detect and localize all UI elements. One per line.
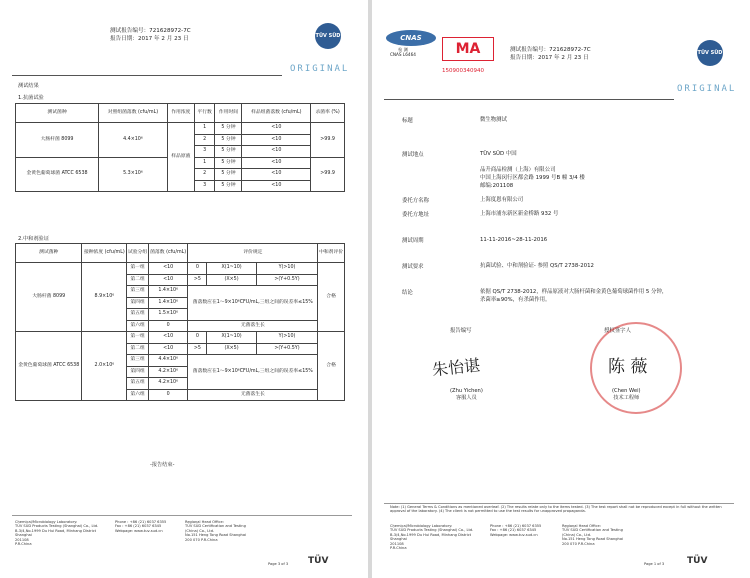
kill-rate-cell: >99.9 bbox=[311, 157, 345, 192]
table-cell: <10 bbox=[242, 157, 311, 169]
report-number: 测试报告编号：721628972-7C bbox=[510, 47, 591, 53]
table-cell: <10 bbox=[242, 146, 311, 158]
section2-title: 2.中和剂验证 bbox=[18, 236, 49, 242]
table-header-cell: 对照组菌落数 (cfu/mL) bbox=[99, 104, 168, 123]
group-cell: 第三组 bbox=[127, 286, 149, 298]
notice-divider bbox=[384, 503, 734, 504]
page-number: Page 3 of 3 bbox=[268, 562, 289, 566]
footer-contact: Phone : +86 (21) 6037 6355 Fax : +86 (21) 6037 6345 Webpage: www.tuv-sud.cn bbox=[115, 520, 167, 533]
strain-cell: 金黄色葡萄球菌 ATCC 6538 bbox=[16, 332, 82, 401]
section1-title: 1.抗菌试验 bbox=[18, 95, 44, 101]
rule-last-cell: 无菌落生长 bbox=[188, 320, 318, 332]
report-header bbox=[110, 28, 191, 43]
control-count-cell: 4.4×10⁶ bbox=[99, 123, 168, 158]
table-header-cell: 评价规定 bbox=[188, 244, 318, 263]
approved-signature: 陈 薇 bbox=[608, 357, 648, 377]
count-cell: <10 bbox=[148, 343, 188, 355]
header-divider bbox=[12, 75, 282, 76]
table-cell: 5 分钟 bbox=[215, 180, 242, 192]
group-cell: 第六组 bbox=[127, 389, 149, 401]
report-header bbox=[510, 47, 591, 62]
info-value: 11-11-2016~28-11-2016 bbox=[480, 237, 548, 243]
count-cell: <10 bbox=[148, 332, 188, 344]
footer-office: Regional Head Office: TÜV SÜD Certification and Testing (China) Co., Ltd. No.151 Heng Tong Road Shanghai 200 070 P.R.China bbox=[185, 520, 247, 542]
table-header-cell: 作用浓度 bbox=[167, 104, 194, 123]
strain-cell: 大肠杆菌 8099 bbox=[16, 263, 82, 332]
table-cell: <10 bbox=[242, 134, 311, 146]
rule-cell: (X×5) bbox=[207, 274, 257, 286]
group-cell: 第二组 bbox=[127, 274, 149, 286]
info-label: 结论 bbox=[402, 290, 413, 296]
group-cell: 第一组 bbox=[127, 263, 149, 275]
table-row bbox=[16, 263, 345, 275]
tuv-sud-logo: TÜV SÜD bbox=[697, 40, 723, 66]
strain-cell: 金黄色葡萄球菌 ATCC 6538 bbox=[16, 157, 99, 192]
group-cell: 第二组 bbox=[127, 343, 149, 355]
rule-cell: >5 bbox=[188, 274, 207, 286]
table-header-cell: 作用时间 bbox=[215, 104, 242, 123]
footer-divider bbox=[12, 515, 352, 516]
count-cell: 4.2×10⁶ bbox=[148, 378, 188, 390]
count-cell: 1.5×10⁶ bbox=[148, 309, 188, 321]
table-header-cell: 测试菌种 bbox=[16, 104, 99, 123]
table-cell: 5 分钟 bbox=[215, 123, 242, 135]
cnas-mark: CNAS bbox=[386, 30, 436, 46]
rule-cell: 0 bbox=[188, 332, 207, 344]
table-header-cell: 接种浓度 (cfu/mL) bbox=[82, 244, 127, 263]
prepared-title: 客服人员 bbox=[456, 394, 477, 401]
table-cell: 5 分钟 bbox=[215, 169, 242, 181]
cnas-caption: 检 测 CNAS L6464 bbox=[390, 47, 416, 58]
info-value: 上海度恩有限公司 bbox=[480, 197, 524, 203]
concentration-cell: 样品原液 bbox=[167, 123, 194, 192]
table-cell: 1 bbox=[194, 157, 215, 169]
info-label: 测试周期 bbox=[402, 238, 424, 244]
info-label: 测试地点 bbox=[402, 152, 424, 158]
table-header-cell: 平行数 bbox=[194, 104, 215, 123]
footer-lab: Chemical/Microbiology Laboratory: TÜV SÜD Products Testing (Shanghai) Co., Ltd. B-3/4,No.1999 Du Hui Road, Minhang District Shanghai 201108 P.R.China bbox=[15, 520, 99, 547]
table-cell: 2 bbox=[194, 134, 215, 146]
original-stamp: ORIGINAL bbox=[290, 64, 350, 74]
footer-lab: Chemical/Microbiology Laboratory: TÜV SÜD Products Testing (Shanghai) Co., Ltd. B-3/4,No.1999 Du Hui Road, Minhang District Shanghai 201108 P.R.China bbox=[390, 524, 474, 551]
tuv-sud-logo: TÜV SÜD bbox=[315, 23, 341, 49]
table-header-cell: 试验分组 bbox=[127, 244, 149, 263]
cnas-logo bbox=[386, 30, 436, 56]
prepared-label: 报告编写 bbox=[450, 328, 472, 334]
table-cell: 5 分钟 bbox=[215, 134, 242, 146]
report-date: 报告日期：2017 年 2 月 23 日 bbox=[110, 35, 189, 42]
table-cell: 5 分钟 bbox=[215, 157, 242, 169]
rule-mid-cell: 菌落数应在1～9×10⁶CFU/mL,三组之间的误差率≤15% bbox=[188, 286, 318, 321]
count-cell: 4.4×10⁶ bbox=[148, 355, 188, 367]
info-label: 测试要求 bbox=[402, 264, 424, 270]
control-count-cell: 5.3×10⁶ bbox=[99, 157, 168, 192]
report-page-results bbox=[0, 0, 368, 578]
info-label: 委托方名称 bbox=[402, 198, 429, 204]
approved-name: (Chen Wei) bbox=[612, 388, 641, 394]
count-cell: 0 bbox=[148, 320, 188, 332]
table-cell: <10 bbox=[242, 123, 311, 135]
antibacterial-table bbox=[15, 103, 345, 192]
rule-cell: X(1~10) bbox=[207, 263, 257, 275]
group-cell: 第六组 bbox=[127, 320, 149, 332]
table-header-cell: 样品组菌落数 (cfu/mL) bbox=[242, 104, 311, 123]
group-cell: 第四组 bbox=[127, 366, 149, 378]
report-end: -报告结束- bbox=[150, 462, 175, 468]
table-cell: <10 bbox=[242, 180, 311, 192]
evaluation-cell: 合格 bbox=[318, 332, 345, 401]
notice-text: Note: (1) General Terms & Conditions as mentioned overleaf. (2) The results relate only to the items tested. (3) The test report shall not be reproduced except in full without the written approval of the laboratory. (4) The client is not permitted to use the test results for unapproved propaganda. bbox=[390, 505, 722, 514]
rule-cell: >(Y+0.5Y) bbox=[256, 343, 317, 355]
table-header-row bbox=[16, 244, 345, 263]
group-cell: 第五组 bbox=[127, 309, 149, 321]
report-number: 测试报告编号：721628972-7C bbox=[110, 28, 191, 34]
table-header-cell: 菌落数 (cfu/mL) bbox=[148, 244, 188, 263]
info-value: 抗菌试验、中和剂验证- 参照 QS/T 2738-2012 bbox=[480, 263, 594, 269]
info-value: 依据 QS/T 2738-2012，样品原液对大肠杆菌和金黄色葡萄球菌作用 5 分钟， 杀菌率≥90%，有杀菌作用。 bbox=[480, 289, 668, 304]
table-header-row bbox=[16, 104, 345, 123]
inoculum-cell: 8.9×10⁶ bbox=[82, 263, 127, 332]
report-page-summary bbox=[372, 0, 750, 578]
info-label: 标题 bbox=[402, 118, 413, 124]
cma-logo: MA bbox=[442, 37, 494, 61]
page-number: Page 1 of 3 bbox=[644, 562, 665, 566]
tuv-mark: TÜV bbox=[308, 556, 329, 566]
group-cell: 第一组 bbox=[127, 332, 149, 344]
results-title: 测试结果 bbox=[18, 83, 39, 89]
table-cell: 2 bbox=[194, 169, 215, 181]
table-cell: <10 bbox=[242, 169, 311, 181]
info-value: 上海市浦东新区新金桥路 932 号 bbox=[480, 211, 559, 217]
rule-cell: >(Y+0.5Y) bbox=[256, 274, 317, 286]
table-cell: 5 分钟 bbox=[215, 146, 242, 158]
rule-mid-cell: 菌落数应在1～9×10⁶CFU/mL,三组之间的误差率≤15% bbox=[188, 355, 318, 390]
rule-cell: 0 bbox=[188, 263, 207, 275]
table-header-cell: 杀菌率 (%) bbox=[311, 104, 345, 123]
rule-last-cell: 无菌落生长 bbox=[188, 389, 318, 401]
cma-number: 150900340940 bbox=[442, 68, 484, 74]
header-divider bbox=[384, 99, 674, 100]
count-cell: <10 bbox=[148, 263, 188, 275]
rule-cell: (X×5) bbox=[207, 343, 257, 355]
rule-cell: Y(>10) bbox=[256, 263, 317, 275]
table-cell: 3 bbox=[194, 180, 215, 192]
approved-label: 授权签字人 bbox=[604, 328, 631, 334]
prepared-by bbox=[450, 388, 483, 401]
prepared-signature: 朱怡谌 bbox=[431, 355, 481, 380]
count-cell: 0 bbox=[148, 389, 188, 401]
group-cell: 第四组 bbox=[127, 297, 149, 309]
prepared-name: (Zhu Yichen) bbox=[450, 388, 483, 394]
footer-office: Regional Head Office: TÜV SÜD Certification and Testing (China) Co., Ltd. No.151 Heng Tong Road Shanghai 200 070 P.R.China bbox=[562, 524, 624, 546]
table-header-cell: 中和剂评价 bbox=[318, 244, 345, 263]
count-cell: 4.2×10⁶ bbox=[148, 366, 188, 378]
table-cell: 1 bbox=[194, 123, 215, 135]
count-cell: 1.4×10⁶ bbox=[148, 286, 188, 298]
table-row bbox=[16, 123, 345, 135]
rule-cell: X(1~10) bbox=[207, 332, 257, 344]
group-cell: 第五组 bbox=[127, 378, 149, 390]
strain-cell: 大肠杆菌 8099 bbox=[16, 123, 99, 158]
count-cell: 1.4×10⁶ bbox=[148, 297, 188, 309]
approved-title: 技术工程师 bbox=[613, 394, 640, 401]
inoculum-cell: 2.0×10⁶ bbox=[82, 332, 127, 401]
approved-by bbox=[612, 388, 641, 401]
table-header-cell: 测试菌种 bbox=[16, 244, 82, 263]
evaluation-cell: 合格 bbox=[318, 263, 345, 332]
info-label: 委托方地址 bbox=[402, 212, 429, 218]
tuv-mark: TÜV bbox=[687, 556, 708, 566]
report-date: 报告日期：2017 年 2 月 23 日 bbox=[510, 54, 589, 61]
count-cell: <10 bbox=[148, 274, 188, 286]
info-value: 微生物测试 bbox=[480, 117, 507, 123]
info-value: TÜV SÜD 中国 品升商品检测（上海）有限公司 中国上海闵行区都会路 1999 号B 幢 3/4 楼 邮编:201108 bbox=[480, 151, 585, 190]
kill-rate-cell: >99.9 bbox=[311, 123, 345, 158]
neutralizer-table bbox=[15, 243, 345, 401]
original-stamp: ORIGINAL bbox=[677, 84, 737, 94]
rule-cell: Y(>10) bbox=[256, 332, 317, 344]
footer-contact: Phone : +86 (21) 6037 6355 Fax : +86 (21) 6037 6345 Webpage: www.tuv-sud.cn bbox=[490, 524, 542, 537]
group-cell: 第三组 bbox=[127, 355, 149, 367]
table-cell: 3 bbox=[194, 146, 215, 158]
rule-cell: >5 bbox=[188, 343, 207, 355]
table-row bbox=[16, 332, 345, 344]
